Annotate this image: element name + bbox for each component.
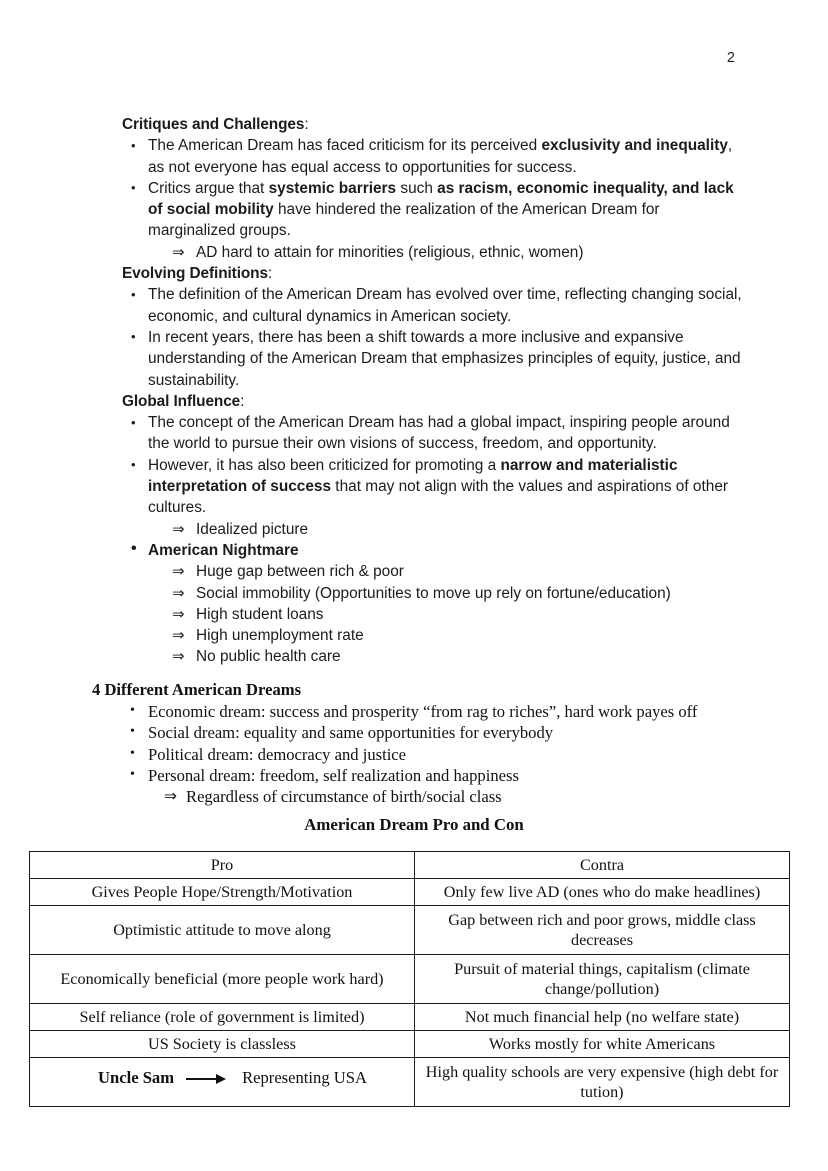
section-heading-colon: : <box>304 116 309 133</box>
emphasis-text: as racism, economic inequality, and lack of social mobility <box>148 179 734 219</box>
emphasis-text: exclusivity and inequality <box>541 137 728 155</box>
table-row <box>30 1031 790 1058</box>
arrow-list-item: ⇒ AD hard to attain for minorities (religious, ethnic, women) <box>122 242 742 263</box>
section-heading <box>122 263 742 284</box>
section-heading-text: Critiques and Challenges <box>122 116 305 133</box>
arrow-list-item: ⇒ High unemployment rate <box>122 625 742 646</box>
table-cell-pro: Gives People Hope/Strength/Motivation <box>30 879 415 906</box>
list-item: • Economic dream: success and prosperity “from rag to riches”, hard work payes off <box>128 701 752 722</box>
body-text: The definition of the American Dream has evolved over time, reflecting changing social, economic, and cultural dynamics in American society. <box>148 286 742 325</box>
list-item <box>122 455 742 519</box>
table-cell-pro: US Society is classless <box>30 1031 415 1058</box>
list-item <box>122 327 742 391</box>
four-dreams-list <box>92 701 752 786</box>
table-row <box>30 955 790 1004</box>
section-heading <box>122 114 742 135</box>
four-dreams-sublist <box>92 786 752 807</box>
notes-body <box>122 114 742 668</box>
section-heading-colon: : <box>267 265 273 283</box>
table-cell-contra: High quality schools are very expensive (high debt for tution) <box>415 1058 790 1107</box>
page-number: 2 <box>726 50 735 66</box>
american-nightmare-group <box>122 540 742 561</box>
arrow-list-item: ⇒ No public health care <box>122 646 742 667</box>
emphasis-text: narrow and materialistic interpretation of success <box>148 456 678 496</box>
list-item: • Personal dream: freedom, self realization and happiness <box>128 765 752 786</box>
table-cell-contra: Not much financial help (no welfare state) <box>415 1004 790 1031</box>
body-text: The American Dream has faced criticism for its perceived <box>148 137 542 155</box>
arrow-list-item: ⇒ Huge gap between rich & poor <box>122 561 742 582</box>
arrow-list-item: ⇒ High student loans <box>122 604 742 625</box>
notes-sections <box>122 114 742 540</box>
table-title: American Dream Pro and Con <box>304 815 524 834</box>
arrow-list-item: ⇒ Regardless of circumstance of birth/social class <box>128 786 752 807</box>
list-item <box>122 540 742 561</box>
arrow-list-item: ⇒ Social immobility (Opportunities to move up rely on fortune/education) <box>122 583 742 604</box>
table-cell-pro: Self reliance (role of government is limited) <box>30 1004 415 1031</box>
american-nightmare-items <box>122 561 742 667</box>
table-cell-contra: Gap between rich and poor grows, middle class decreases <box>415 906 790 955</box>
uncle-sam-definition: Representing USA <box>242 1068 367 1087</box>
section-arrow-list <box>122 519 742 540</box>
body-text: that may not align with the values and aspirations of other cultures. <box>148 478 729 517</box>
section-bullet-list <box>122 412 742 518</box>
list-item <box>122 284 742 327</box>
table-header-row <box>30 852 790 879</box>
list-item <box>122 412 742 455</box>
body-text: However, it has also been criticized for promoting a <box>148 456 501 474</box>
uncle-sam-note <box>98 1068 367 1088</box>
uncle-sam-term: Uncle Sam <box>98 1068 175 1087</box>
section-bullet-list <box>122 135 742 241</box>
table-cell-contra: Only few live AD (ones who do make headlines) <box>415 879 790 906</box>
arrow-list-item: ⇒ Idealized picture <box>122 519 742 540</box>
four-dreams-section <box>92 679 752 807</box>
table-header-cell: Pro <box>30 852 415 879</box>
section-heading-colon: : <box>240 392 245 410</box>
section-heading-text: Global Influence <box>122 392 241 410</box>
list-item <box>122 178 742 242</box>
body-text: such <box>396 179 438 197</box>
table-header-cell: Contra <box>415 852 790 879</box>
section-heading <box>122 391 742 412</box>
table-row <box>30 879 790 906</box>
body-text: In recent years, there has been a shift towards a more inclusive and expansive understanding of the American Dream that emphasizes principles of equity, justice, and sustainability. <box>148 328 741 389</box>
table-cell-pro: Optimistic attitude to move along <box>30 906 415 955</box>
american-nightmare-label: American Nightmare <box>148 541 299 559</box>
list-item: • Social dream: equality and same opportunities for everybody <box>128 722 752 743</box>
four-dreams-heading: 4 Different American Dreams <box>92 680 302 699</box>
right-arrow-icon <box>186 1070 230 1086</box>
section-heading-text: Evolving Definitions <box>122 265 268 283</box>
body-text: The concept of the American Dream has had a global impact, inspiring people around the world to pursue their own visions of success, freedom, and opportunity. <box>148 414 730 453</box>
table-cell-pro: Economically beneficial (more people work hard) <box>30 955 415 1004</box>
table-cell-contra: Works mostly for white Americans <box>415 1031 790 1058</box>
body-text: have hindered the realization of the American Dream for marginalized groups. <box>148 201 660 240</box>
body-text: , as not everyone has equal access to opportunities for success. <box>148 137 733 176</box>
table-row <box>30 906 790 955</box>
section-arrow-list <box>122 242 742 263</box>
table-row <box>30 1004 790 1031</box>
emphasis-text: systemic barriers <box>268 179 397 197</box>
list-item <box>122 135 742 178</box>
table-cell-contra: Pursuit of material things, capitalism (climate change/pollution) <box>415 955 790 1004</box>
list-item: • Political dream: democracy and justice <box>128 744 752 765</box>
section-bullet-list <box>122 284 742 390</box>
body-text: Critics argue that <box>148 179 269 197</box>
